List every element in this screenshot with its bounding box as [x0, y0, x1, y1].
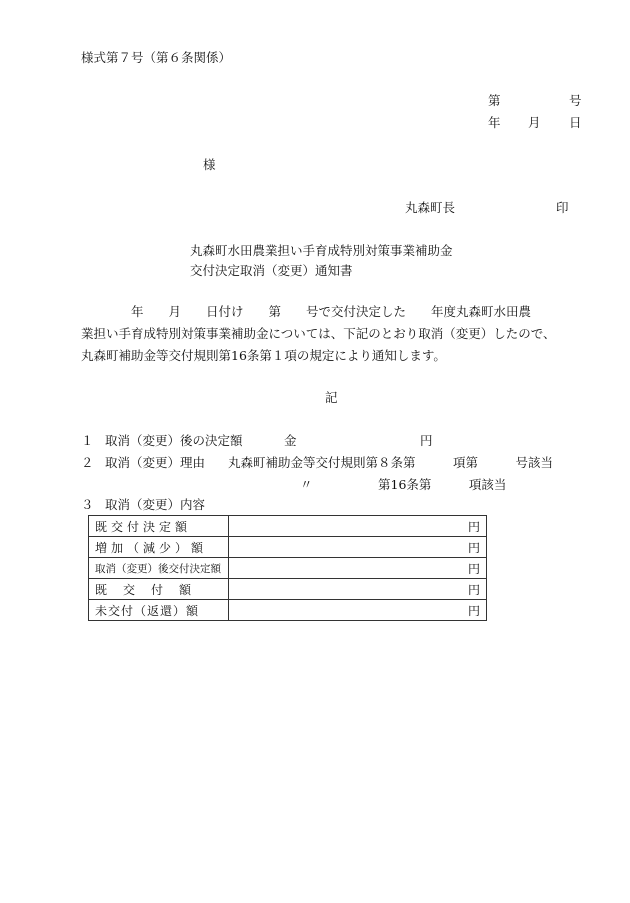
body-line-3: 丸森町補助金等交付規則第16条第１項の規定により通知します。 — [81, 348, 446, 363]
table-row — [89, 579, 487, 600]
sender-seal: 印 — [556, 200, 569, 215]
item1-number: １ — [81, 433, 94, 448]
sender-name: 丸森町長 — [405, 200, 456, 215]
document-title-line1: 丸森町水田農業担い手育成特別対策事業補助金 — [190, 243, 453, 258]
document-title-line2: 交付決定取消（変更）通知書 — [190, 263, 353, 278]
item3-label: 取消（変更）内容 — [105, 497, 206, 512]
table-row — [89, 537, 487, 558]
date-year: 年 — [488, 115, 501, 130]
doc-number-suffix: 号 — [569, 93, 582, 108]
row-unit: 円 — [229, 579, 487, 600]
item2-number: ２ — [81, 455, 94, 470]
item2-line2: 第16条第 項該当 — [378, 477, 507, 492]
item1-yen: 円 — [420, 433, 433, 448]
change-details-table — [88, 515, 487, 621]
table-row — [89, 516, 487, 537]
date-day: 日 — [569, 115, 582, 130]
row-label-after-change-decided: 取消（変更）後交付決定額 — [89, 558, 229, 579]
row-unit: 円 — [229, 516, 487, 537]
table-row — [89, 558, 487, 579]
row-label-increase-decrease: 増加（減少）額 — [89, 537, 229, 558]
table-row — [89, 600, 487, 621]
body-paragraph — [81, 301, 581, 367]
body-line-2: 業担い手育成特別対策事業補助金については、下記のとおり取消（変更）したので、 — [81, 326, 556, 341]
item3-number: ３ — [81, 497, 94, 512]
row-unit: 円 — [229, 600, 487, 621]
row-unit: 円 — [229, 537, 487, 558]
body-line-1: 年 月 日付け 第 号で交付決定した 年度丸森町水田農 — [81, 304, 532, 319]
form-number: 様式第７号（第６条関係） — [81, 50, 232, 65]
row-label-already-decided: 既交付決定額 — [89, 516, 229, 537]
row-unit: 円 — [229, 558, 487, 579]
item2-label: 取消（変更）理由 — [105, 455, 206, 470]
doc-number-prefix: 第 — [488, 93, 501, 108]
row-label-already-paid: 既交付額 — [89, 579, 229, 600]
item1-kin: 金 — [284, 433, 297, 448]
ki-heading: 記 — [325, 390, 338, 405]
addressee-suffix: 様 — [203, 157, 216, 172]
item2-line1: 丸森町補助金等交付規則第８条第 項第 号該当 — [228, 455, 554, 470]
row-label-unpaid-refund: 未交付（返還）額 — [89, 600, 229, 621]
item1-label: 取消（変更）後の決定額 — [105, 433, 243, 448]
date-month: 月 — [528, 115, 541, 130]
item2-ditto: 〃 — [300, 477, 313, 492]
